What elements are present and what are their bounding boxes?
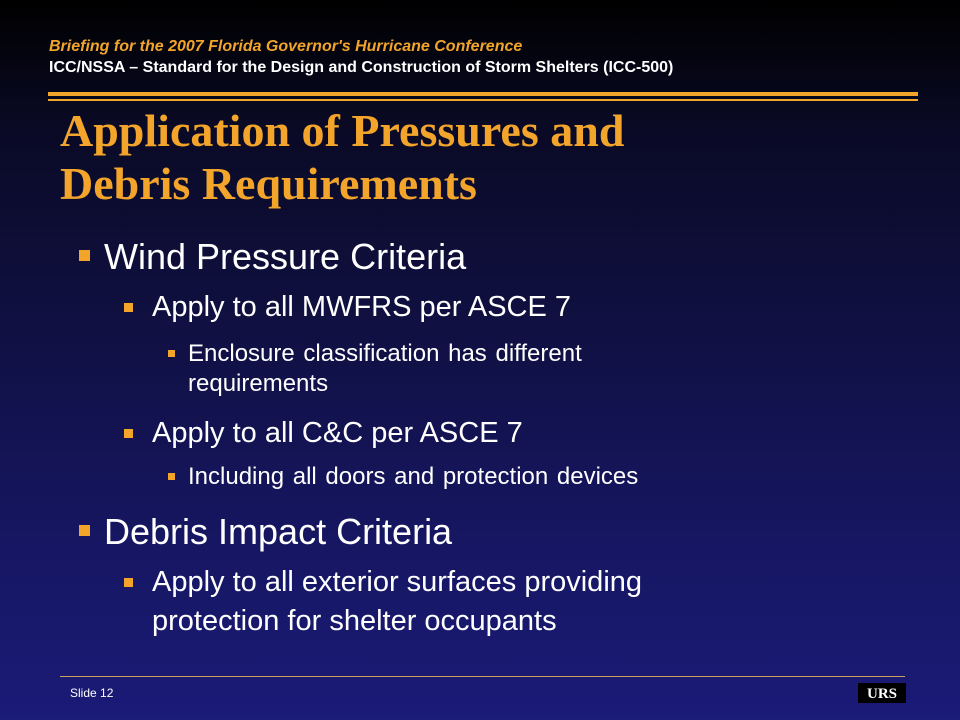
bullet-doors bbox=[188, 463, 638, 491]
bullet-square-icon bbox=[124, 429, 133, 438]
bullet-square-icon bbox=[79, 525, 90, 536]
urs-logo bbox=[858, 683, 906, 703]
bullet-text: Apply to all exterior surfaces providing bbox=[152, 566, 643, 598]
bullet-mwfrs bbox=[152, 291, 571, 324]
bullet-text: Apply to all MWFRS per ASCE 7 bbox=[152, 291, 572, 323]
bullet-exterior bbox=[152, 566, 642, 599]
bullet-square-icon bbox=[168, 350, 175, 357]
bullet-square-icon bbox=[79, 250, 90, 261]
bullet-square-icon bbox=[124, 578, 133, 587]
bullet-enclosure bbox=[188, 340, 582, 368]
bullet-wind-pressure bbox=[104, 236, 466, 278]
bullet-text: Enclosure classification has different bbox=[188, 340, 582, 367]
standard-header: ICC/NSSA – Standard for the Design and Construction of Storm Shelters (ICC-500) bbox=[49, 59, 674, 76]
bullet-enclosure-cont bbox=[188, 370, 328, 398]
bullet-square-icon bbox=[124, 303, 133, 312]
slide-number: Slide 12 bbox=[70, 686, 114, 700]
logo-text: URS bbox=[866, 686, 898, 702]
bullet-text: Wind Pressure Criteria bbox=[104, 236, 467, 277]
footer-rule bbox=[60, 676, 905, 677]
slide-title-line2: Debris Requirements bbox=[60, 158, 477, 209]
bullet-text: protection for shelter occupants bbox=[152, 605, 557, 637]
bullet-text: requirements bbox=[188, 370, 329, 397]
bullet-square-icon bbox=[168, 473, 175, 480]
header-rule-thin bbox=[48, 99, 918, 101]
bullet-text: Debris Impact Criteria bbox=[104, 511, 453, 552]
bullet-debris-impact bbox=[104, 511, 452, 553]
bullet-text: Including all doors and protection devices bbox=[188, 463, 639, 490]
slide-title-line1: Application of Pressures and bbox=[60, 105, 625, 156]
bullet-exterior-cont bbox=[152, 605, 557, 638]
header-rule bbox=[48, 92, 918, 96]
briefing-header: Briefing for the 2007 Florida Governor's Hurricane Conference bbox=[49, 38, 523, 55]
bullet-text: Apply to all C&C per ASCE 7 bbox=[152, 417, 523, 449]
bullet-cc bbox=[152, 417, 523, 450]
slide-title bbox=[60, 104, 900, 210]
